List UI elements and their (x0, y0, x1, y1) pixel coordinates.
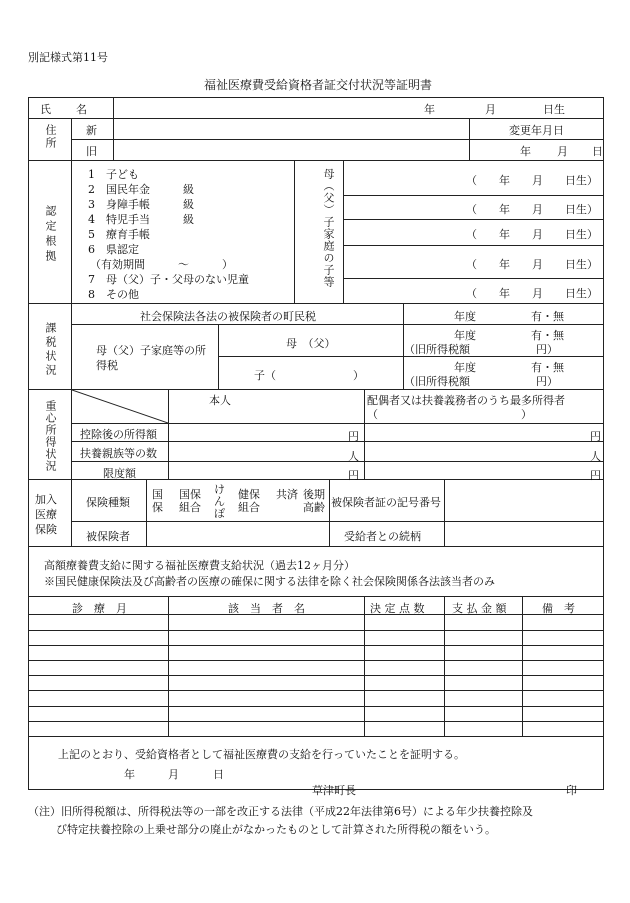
basis-birthdate-5: （ 年 月 日生） (466, 287, 598, 300)
self-limit-unit: 円 (348, 469, 359, 482)
mother-label: 母 （父） (286, 337, 336, 350)
insured-label: 被保険者 (86, 530, 130, 543)
basis-label: 認定根拠 (44, 205, 57, 265)
col-remarks: 備 考 (542, 602, 575, 615)
tax-year-mother: 年度 有・無 (454, 329, 564, 342)
self-label: 本人 (209, 394, 231, 407)
change-year-label: 年 (520, 145, 531, 158)
old-income-child: （旧所得税額 円） (404, 375, 558, 388)
cert-month-label: 月 (168, 768, 179, 781)
basis-birthdate-3: （ 年 月 日生） (466, 228, 598, 241)
seal-label: 印 (566, 784, 577, 797)
tax-header: 社会保険法各法の被保険者の町民税 (140, 310, 316, 323)
limit-label: 限度額 (103, 467, 136, 480)
type-kokuho: 国保 (152, 488, 163, 514)
deduction-income-label: 控除後の所得額 (80, 428, 157, 441)
address-old-field[interactable] (118, 141, 463, 158)
birth-year-label: 年 (424, 103, 435, 116)
diagonal-line (72, 390, 168, 423)
certification-text: 上記のとおり、受給資格者として福祉医療費の支給を行っていたことを証明する。 (58, 748, 465, 761)
income-label: 重心所得状況 (44, 400, 57, 472)
change-date-label: 変更年月日 (509, 124, 564, 137)
address-new-field[interactable] (118, 120, 463, 137)
spouse-paren: （ ） (367, 408, 532, 421)
type-kenpo-kumiai: 健保組合 (238, 488, 260, 514)
name-label: 氏 名 (40, 103, 88, 116)
payment-note: ※国民健康保険法及び高齢者の医療の確保に関する法律を除く社会保険関係各法該当者のみ (44, 575, 495, 588)
basis-item-7: 7 母（父）子・父母のない児童 (88, 273, 249, 286)
self-dependents-unit: 人 (348, 450, 359, 463)
type-kokuho-kumiai: 国保組合 (179, 488, 201, 514)
col-month: 診 療 月 (72, 602, 127, 615)
old-income-mother: （旧所得税額 円） (404, 343, 558, 356)
insurance-label: 加入医療保険 (35, 493, 57, 536)
spouse-income-unit: 円 (590, 430, 601, 443)
basis-item-8: 8 その他 (88, 288, 139, 301)
type-kouki: 後期高齢 (303, 488, 325, 514)
cert-day-label: 日 (213, 768, 224, 781)
basis-birthdate-2: （ 年 月 日生） (466, 203, 598, 216)
self-income-unit: 円 (348, 430, 359, 443)
basis-birthdate-1: （ 年 月 日生） (466, 174, 598, 187)
insurance-card-label: 被保険者証の記号番号 (331, 496, 441, 509)
basis-item-2: 2 国民年金 級 (88, 183, 194, 196)
name-field[interactable] (120, 98, 320, 117)
tax-label: 課税状況 (44, 322, 57, 378)
type-kyosai: 共済 (276, 488, 298, 501)
change-day-label: 日 (592, 145, 603, 158)
footnote-line1: （注）旧所得税額は、所得税法等の一部を改正する法律（平成22年法律第6号）による年少扶養控除及 (28, 805, 533, 818)
tax-header-year: 年度 有・無 (454, 310, 564, 323)
spouse-label: 配偶者又は扶養義務者のうち最多所得者 (367, 394, 565, 407)
cert-year-label: 年 (124, 768, 135, 781)
spouse-limit-unit: 円 (590, 469, 601, 482)
dependents-label: 扶養親族等の数 (80, 447, 157, 460)
birth-day-label: 日生 (543, 103, 565, 116)
spouse-dependents-unit: 人 (590, 450, 601, 463)
relation-label: 受給者との続柄 (344, 530, 421, 543)
document-title: 福祉医療費受給資格者証交付状況等証明書 (204, 78, 433, 92)
basis-item-4: 4 特児手当 級 (88, 213, 194, 226)
address-old-label: 旧 (86, 145, 97, 158)
address-label: 住所 (44, 124, 57, 150)
col-amount: 支 払 金 額 (452, 602, 507, 615)
address-new-label: 新 (86, 124, 97, 137)
basis-item-5: 5 療育手帳 (88, 228, 150, 241)
birth-month-label: 月 (485, 103, 496, 116)
col-person: 該 当 者 名 (228, 602, 305, 615)
mayor-label: 草津町長 (312, 784, 356, 797)
basis-birthdate-4: （ 年 月 日生） (466, 258, 598, 271)
basis-valid-period: （有効期間 ～ ） (90, 258, 233, 271)
basis-item-1: 1 子ども (88, 168, 139, 181)
family-income-label: 母（父）子家庭等の所得税 (96, 344, 206, 372)
basis-item-6: 6 県認定 (88, 243, 139, 256)
change-month-label: 月 (557, 145, 568, 158)
family-child-label: 母（父）子家庭の子等 (322, 168, 335, 288)
payment-title: 高額療養費支給に関する福祉医療費支給状況（過去12ヶ月分） (44, 559, 355, 572)
child-label: 子（ ） (254, 369, 364, 382)
insurance-type-label: 保険種類 (86, 496, 130, 509)
col-points: 決 定 点 数 (370, 602, 425, 615)
form-number: 別記様式第11号 (28, 51, 108, 64)
footnote-line2: び特定扶養控除の上乗せ部分の廃止がなかったものとして計算された所得税の額をいう。 (56, 823, 496, 836)
basis-item-3: 3 身障手帳 級 (88, 198, 194, 211)
tax-year-child: 年度 有・無 (454, 361, 564, 374)
type-kenpo: けんぽ (214, 483, 225, 520)
